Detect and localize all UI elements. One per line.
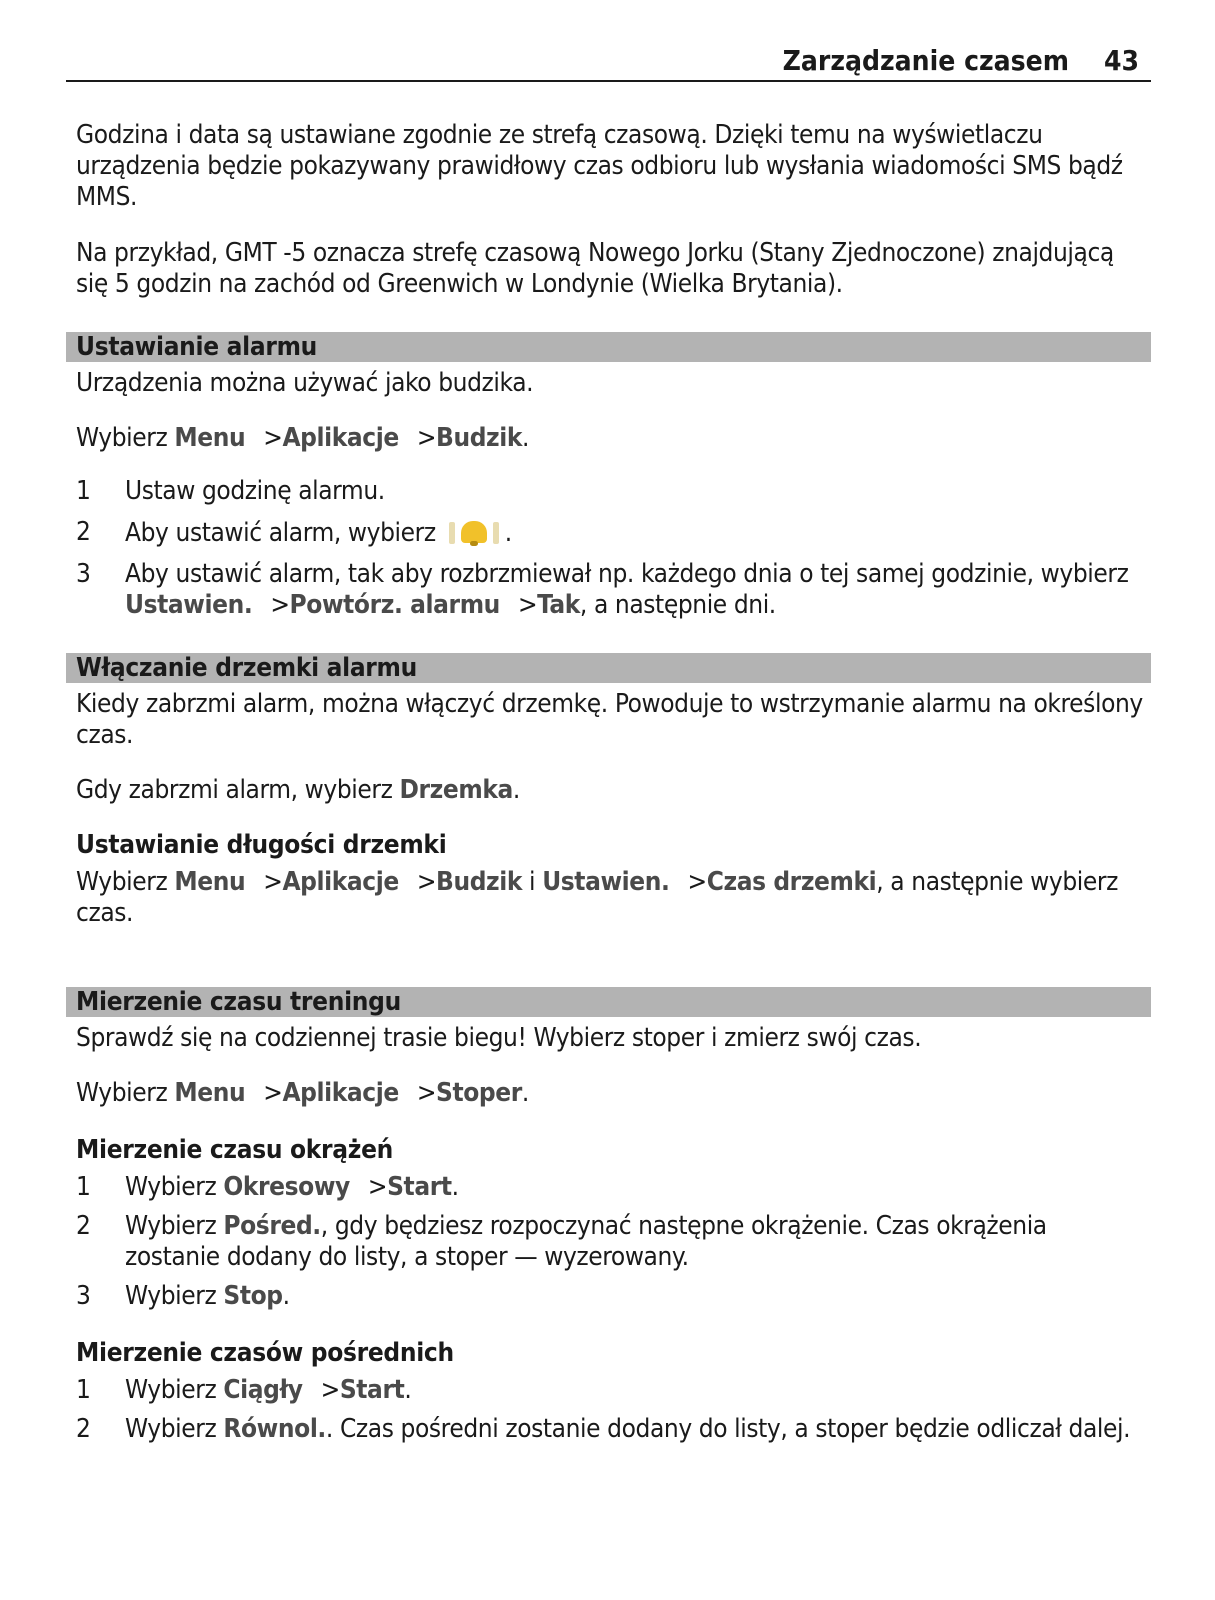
page-title: Zarządzanie czasem [782, 44, 1069, 77]
list-item: 1 Ustaw godzinę alarmu. [76, 476, 385, 506]
subheading-snooze-length: Ustawianie długości drzemki [76, 830, 447, 860]
snooze-length-instruction: Wybierz Menu >Aplikacje >Budzik i Ustawien. >Czas drzemki, a następnie wybierz czas. [76, 867, 1118, 928]
list-item: 2 Wybierz Równol.. Czas pośredni zostanie dodany do listy, a stoper będzie odliczał dalej. [76, 1414, 1131, 1444]
section-heading-alarm: Ustawianie alarmu [66, 332, 1151, 362]
list-item: 3 Wybierz Stop. [76, 1281, 290, 1311]
page-number: 43 [1103, 44, 1139, 77]
intro-paragraph: Godzina i data są ustawiane zgodnie ze strefą czasową. Dzięki temu na wyświetlaczu urządzenia będzie pokazywany prawidłowy czas odbioru lub wysłania wiadomości SMS bądź MMS. [76, 120, 1123, 212]
list-item: 1 Wybierz Ciągły >Start. [76, 1375, 412, 1405]
page-header [66, 40, 1151, 82]
alarm-description: Urządzenia można używać jako budzika. [76, 368, 534, 398]
split-steps [66, 1375, 1151, 1445]
alarm-steps [66, 476, 1151, 621]
list-item: 2 Wybierz Pośred., gdy będziesz rozpoczynać następne okrążenie. Czas okrążenia zostanie dodany do listy, a stoper — wyzerowany. [76, 1211, 1047, 1272]
alarm-menu-path: Wybierz Menu >Aplikacje >Budzik. [76, 423, 530, 453]
list-item: 2 Aby ustawić alarm, wybierz . [76, 517, 512, 548]
lap-steps [66, 1172, 1151, 1312]
list-item: 1 Wybierz Okresowy >Start. [76, 1172, 459, 1202]
intro-paragraph: Na przykład, GMT -5 oznacza strefę czasową Nowego Jorku (Stany Zjednoczone) znajdującą się 5 godzin na zachód od Greenwich w Londynie (Wielka Brytania). [76, 238, 1114, 299]
training-menu-path: Wybierz Menu >Aplikacje >Stoper. [76, 1078, 529, 1108]
subheading-split-times: Mierzenie czasów pośrednich [76, 1338, 454, 1368]
section-heading-snooze: Włączanie drzemki alarmu [66, 653, 1151, 683]
subheading-lap-times: Mierzenie czasu okrążeń [76, 1135, 394, 1165]
section-heading-training: Mierzenie czasu treningu [66, 987, 1151, 1017]
snooze-instruction: Gdy zabrzmi alarm, wybierz Drzemka. [76, 775, 520, 805]
alarm-bell-icon [443, 517, 505, 547]
training-description: Sprawdź się na codziennej trasie biegu! Wybierz stoper i zmierz swój czas. [76, 1023, 922, 1053]
list-item: 3 Aby ustawić alarm, tak aby rozbrzmiewał np. każdego dnia o tej samej godzinie, wybierz Ustawien. >Powtórz. alarmu >Tak, a następnie dni. [76, 559, 1129, 620]
snooze-description: Kiedy zabrzmi alarm, można włączyć drzemkę. Powoduje to wstrzymanie alarmu na określony czas. [76, 689, 1143, 750]
page-content [66, 120, 1151, 1445]
